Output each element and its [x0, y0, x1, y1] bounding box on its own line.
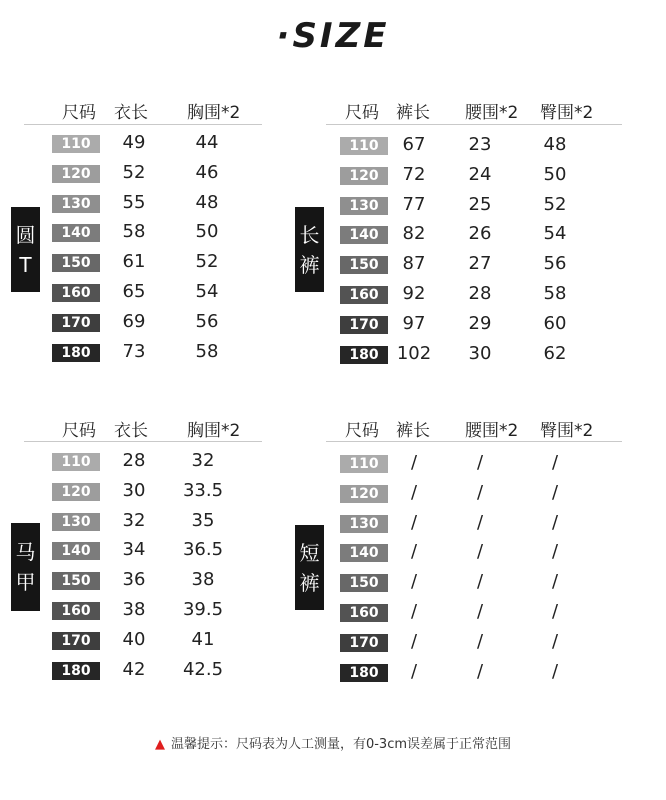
table-cell: 56 [543, 253, 567, 275]
size-badge: 140 [52, 224, 100, 242]
table-cell: 58 [543, 283, 567, 304]
table-cell: 55 [122, 191, 146, 213]
table-cell: 39.5 [182, 599, 224, 620]
column-header: 衣长 [114, 421, 148, 441]
size-badge: 110 [340, 455, 388, 473]
table-cell: 49 [122, 132, 146, 153]
table-cell: 82 [402, 223, 426, 245]
table-cell: 61 [122, 251, 146, 273]
table-cell: 32 [191, 450, 215, 471]
table-cell: / [551, 452, 559, 473]
table-cell: 28 [468, 283, 492, 304]
table-cell: / [476, 511, 484, 533]
table-cell: 40 [122, 628, 146, 650]
header-divider [24, 441, 262, 442]
table-cell: 52 [195, 251, 219, 273]
table-cell: / [551, 571, 559, 593]
table-cell: 67 [402, 134, 426, 155]
table-cell: 92 [402, 283, 426, 304]
size-badge: 130 [52, 513, 100, 531]
size-note [0, 733, 666, 752]
size-badge: 140 [52, 542, 100, 560]
size-badge: 120 [52, 165, 100, 183]
table-cell: / [476, 571, 484, 593]
size-badge: 150 [52, 572, 100, 590]
table-cell: 69 [122, 310, 146, 332]
category-label [11, 207, 40, 292]
table-cell: 87 [402, 253, 426, 275]
size-badge: 150 [52, 254, 100, 272]
table-cell: 46 [195, 161, 219, 183]
column-header: 腰围*2 [465, 103, 519, 123]
category-label-char: 裤 [299, 570, 320, 595]
header-divider [24, 124, 262, 125]
column-header: 裤长 [396, 103, 430, 123]
table-cell: 97 [402, 312, 426, 334]
size-badge: 170 [340, 316, 388, 334]
column-header: 臀围*2 [540, 103, 594, 123]
column-header: 尺码 [345, 103, 379, 123]
table-cell: 52 [122, 161, 146, 183]
table-cell: 50 [195, 221, 219, 243]
size-badge: 160 [52, 602, 100, 620]
size-badge: 180 [340, 346, 388, 364]
table-cell: / [410, 660, 418, 682]
table-cell: / [476, 452, 484, 473]
table-cell: 58 [195, 340, 219, 362]
size-badge: 170 [52, 314, 100, 332]
table-cell: 30 [468, 342, 492, 364]
size-badge: 160 [340, 604, 388, 622]
table-cell: 36 [122, 569, 146, 591]
table-cell: 60 [543, 312, 567, 334]
table-cell: 54 [543, 223, 567, 245]
table-cell: / [551, 481, 559, 503]
note-text: 温馨提示：尺码表为人工测量，有0-3cm误差属于正常范围 [170, 737, 512, 752]
table-cell: 72 [402, 163, 426, 185]
table-cell: 41 [191, 628, 215, 650]
table-cell: 38 [191, 569, 215, 591]
table-cell: 65 [122, 281, 146, 302]
table-cell: 38 [122, 599, 146, 620]
column-header: 胸围*2 [187, 103, 241, 123]
size-badge: 110 [52, 453, 100, 471]
table-cell: 27 [468, 253, 492, 275]
table-cell: / [476, 481, 484, 503]
table-cell: 48 [195, 191, 219, 213]
table-cell: / [551, 630, 559, 652]
table-cell: / [410, 511, 418, 533]
column-header: 衣长 [114, 103, 148, 123]
size-badge: 160 [340, 286, 388, 304]
table-cell: 77 [402, 193, 426, 215]
size-badge: 120 [340, 485, 388, 503]
table-cell: 52 [543, 193, 567, 215]
column-header: 尺码 [345, 421, 379, 441]
table-cell: 29 [468, 312, 492, 334]
size-badge: 180 [52, 662, 100, 680]
table-cell: / [410, 541, 418, 563]
table-cell: 26 [468, 223, 492, 245]
table-cell: 44 [195, 132, 219, 153]
table-cell: 62 [543, 342, 567, 364]
table-cell: 33.5 [182, 479, 224, 501]
size-badge: 170 [340, 634, 388, 652]
table-cell: 23 [468, 134, 492, 155]
table-cell: / [551, 511, 559, 533]
table-cell: 24 [468, 163, 492, 185]
size-badge: 130 [340, 515, 388, 533]
category-label-char: 马 [15, 540, 36, 564]
table-cell: / [410, 452, 418, 473]
table-cell: 48 [543, 134, 567, 155]
table-cell: / [551, 541, 559, 563]
size-badge: 130 [52, 195, 100, 213]
column-header: 腰围*2 [465, 421, 519, 441]
size-badge: 110 [52, 135, 100, 153]
category-label-char: T [19, 252, 32, 277]
table-cell: 36.5 [182, 539, 224, 561]
table-cell: / [476, 660, 484, 682]
warning-triangle-icon: ▲ [154, 737, 165, 752]
table-cell: 25 [468, 193, 492, 215]
size-badge: 120 [340, 167, 388, 185]
size-badge: 150 [340, 256, 388, 274]
size-badge: 180 [340, 664, 388, 682]
category-label [295, 207, 324, 292]
size-badge: 120 [52, 483, 100, 501]
table-cell: 50 [543, 163, 567, 185]
category-label-char: 裤 [299, 252, 320, 277]
table-cell: / [410, 481, 418, 503]
table-cell: 56 [195, 310, 219, 332]
table-cell: 54 [195, 281, 219, 302]
table-cell: 35 [191, 509, 215, 531]
table-cell: 73 [122, 340, 146, 362]
size-badge: 180 [52, 344, 100, 362]
column-header: 胸围*2 [187, 421, 241, 441]
table-cell: / [476, 601, 484, 622]
category-label-char: 圆 [15, 222, 36, 247]
table-cell: 102 [396, 342, 432, 364]
table-cell: / [410, 630, 418, 652]
column-header: 尺码 [62, 103, 96, 123]
category-label [11, 523, 40, 611]
table-cell: 58 [122, 221, 146, 243]
size-badge: 170 [52, 632, 100, 650]
table-cell: 42 [122, 658, 146, 680]
table-cell: / [551, 601, 559, 622]
table-cell: / [551, 660, 559, 682]
category-label [295, 525, 324, 610]
column-header: 尺码 [62, 421, 96, 441]
table-cell: / [476, 541, 484, 563]
size-badge: 110 [340, 137, 388, 155]
category-label-char: 短 [299, 540, 320, 565]
size-badge: 140 [340, 226, 388, 244]
size-badge: 150 [340, 574, 388, 592]
table-cell: / [410, 601, 418, 622]
table-cell: 34 [122, 539, 146, 561]
page-title: ·SIZE [276, 16, 390, 56]
column-header: 裤长 [396, 421, 430, 441]
size-badge: 160 [52, 284, 100, 302]
table-cell: / [476, 630, 484, 652]
table-cell: 42.5 [182, 658, 224, 680]
header-divider [326, 441, 622, 442]
size-badge: 140 [340, 544, 388, 562]
category-label-char: 甲 [15, 570, 36, 594]
table-cell: 30 [122, 479, 146, 501]
table-cell: 28 [122, 450, 146, 471]
table-cell: / [410, 571, 418, 593]
size-badge: 130 [340, 197, 388, 215]
table-cell: 32 [122, 509, 146, 531]
column-header: 臀围*2 [540, 421, 594, 441]
category-label-char: 长 [299, 222, 320, 247]
header-divider [326, 124, 622, 125]
